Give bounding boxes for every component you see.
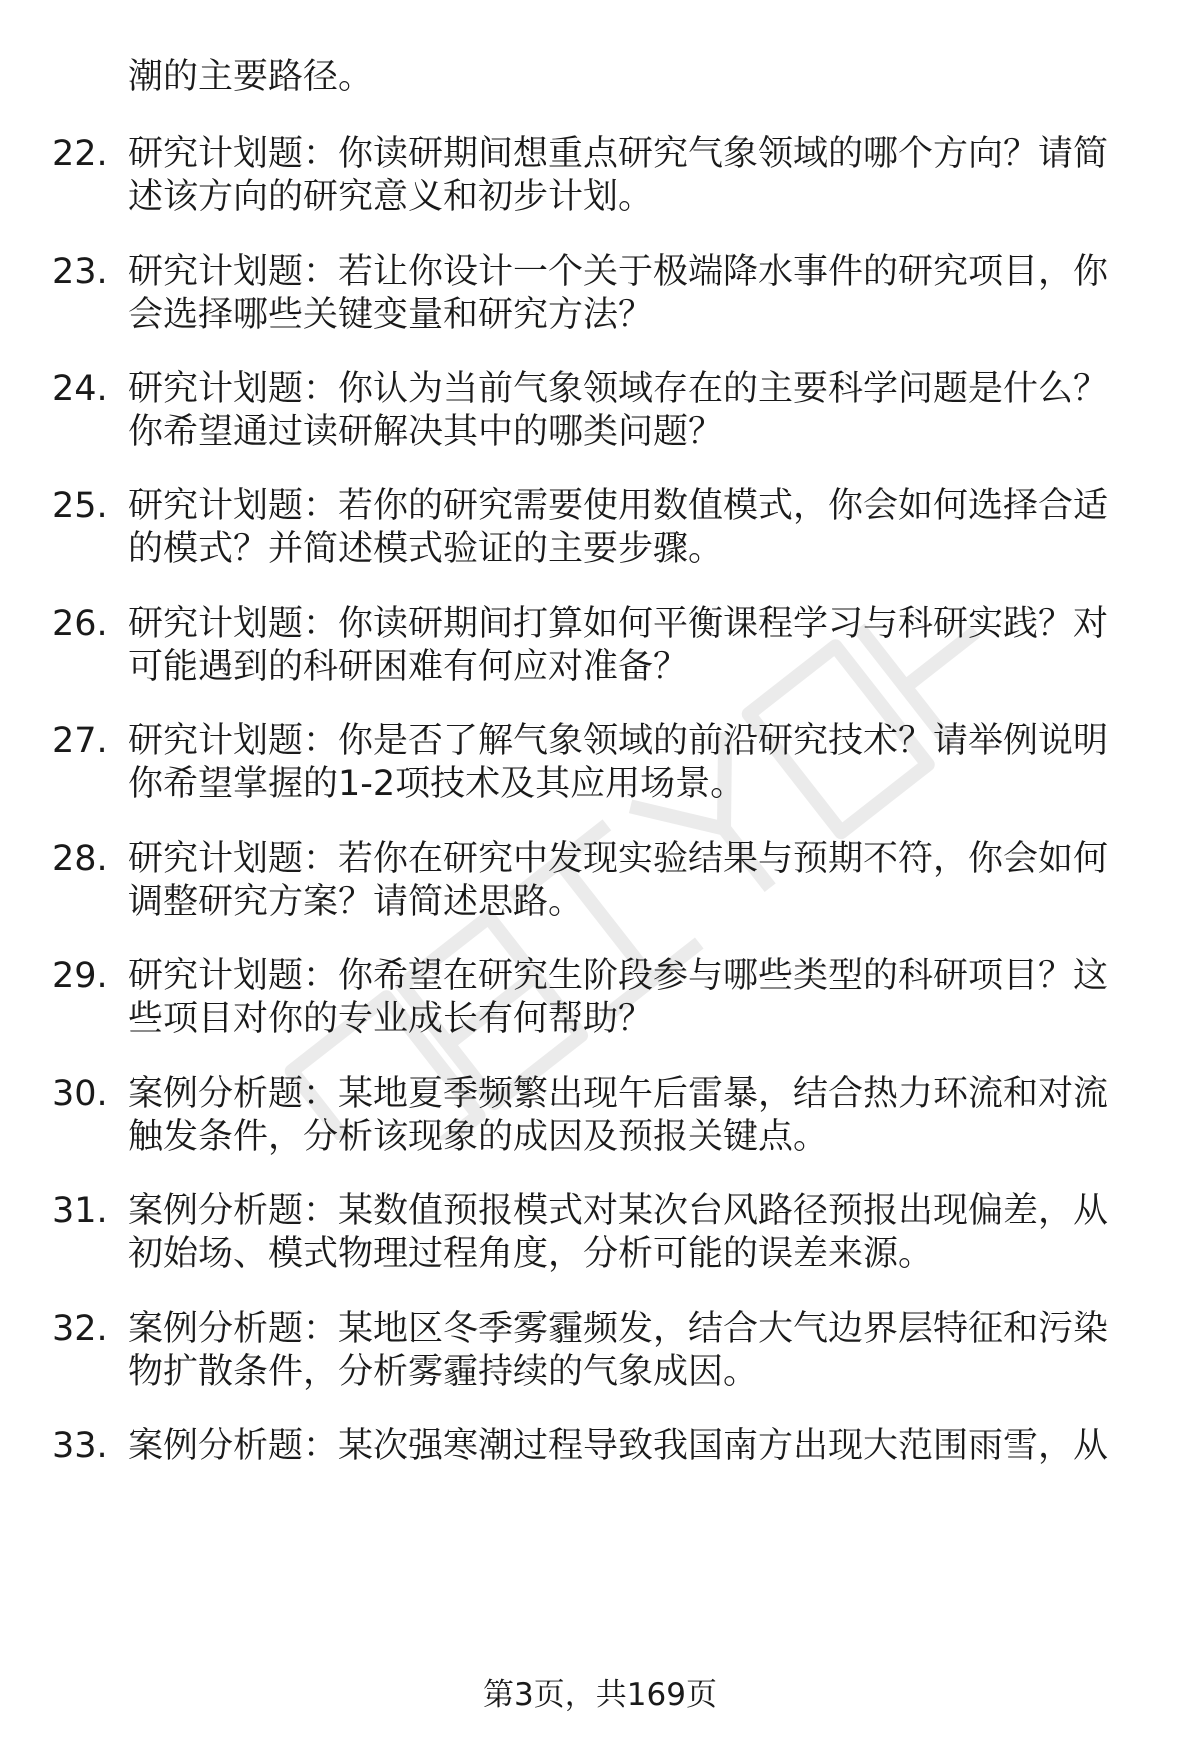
question-number: 25. xyxy=(52,486,108,526)
continuation-text: 潮的主要路径。 xyxy=(128,57,374,97)
question-text-line: 物扩散条件，分析雾霾持续的气象成因。 xyxy=(128,1352,759,1392)
question-number: 22. xyxy=(52,134,108,174)
question-text-line: 述该方向的研究意义和初步计划。 xyxy=(128,177,654,217)
question-text-line: 研究计划题：你希望在研究生阶段参与哪些类型的科研项目？这 xyxy=(128,956,1109,996)
question-number: 29. xyxy=(52,956,108,996)
question-number: 27. xyxy=(52,721,108,761)
question-number: 24. xyxy=(52,369,108,409)
question-text-line: 研究计划题：你读研期间打算如何平衡课程学习与科研实践？对 xyxy=(128,604,1109,644)
question-number: 23. xyxy=(52,252,108,292)
question-number: 26. xyxy=(52,604,108,644)
question-text-line: 会选择哪些关键变量和研究方法？ xyxy=(128,295,654,335)
question-number: 31. xyxy=(52,1191,108,1231)
question-text-line: 研究计划题：若你的研究需要使用数值模式，你会如何选择合适 xyxy=(128,486,1109,526)
question-text-line: 案例分析题：某次强寒潮过程导致我国南方出现大范围雨雪，从 xyxy=(128,1426,1109,1466)
question-text-line: 的模式？并简述模式验证的主要步骤。 xyxy=(128,529,724,569)
question-text-line: 初始场、模式物理过程角度，分析可能的误差来源。 xyxy=(128,1234,934,1274)
question-text-line: 案例分析题：某数值预报模式对某次台风路径预报出现偏差，从 xyxy=(128,1191,1109,1231)
question-text-line: 研究计划题：你是否了解气象领域的前沿研究技术？请举例说明 xyxy=(128,721,1109,761)
question-text-line: 研究计划题：若让你设计一个关于极端降水事件的研究项目，你 xyxy=(128,252,1109,292)
question-text-line: 你希望通过读研解决其中的哪类问题？ xyxy=(128,412,724,452)
question-number: 33. xyxy=(52,1426,108,1466)
question-text-line: 研究计划题：你读研期间想重点研究气象领域的哪个方向？请简 xyxy=(128,134,1109,174)
question-text-line: 研究计划题：你认为当前气象领域存在的主要科学问题是什么？ xyxy=(128,369,1109,409)
question-text-line: 案例分析题：某地区冬季雾霾频发，结合大气边界层特征和污染 xyxy=(128,1309,1109,1349)
question-text-line: 调整研究方案？请简述思路。 xyxy=(128,882,584,922)
question-text-line: 触发条件，分析该现象的成因及预报关键点。 xyxy=(128,1117,829,1157)
page-footer: 第3页，共169页 xyxy=(483,1677,717,1713)
question-text-line: 你希望掌握的1-2项技术及其应用场景。 xyxy=(128,764,746,804)
question-text-line: 些项目对你的专业成长有何帮助？ xyxy=(128,999,654,1039)
question-number: 32. xyxy=(52,1309,108,1349)
question-number: 28. xyxy=(52,839,108,879)
question-number: 30. xyxy=(52,1074,108,1114)
question-text-line: 案例分析题：某地夏季频繁出现午后雷暴，结合热力环流和对流 xyxy=(128,1074,1109,1114)
question-text-line: 可能遇到的科研困难有何应对准备？ xyxy=(128,647,689,687)
question-text-line: 研究计划题：若你在研究中发现实验结果与预期不符，你会如何 xyxy=(128,839,1109,879)
